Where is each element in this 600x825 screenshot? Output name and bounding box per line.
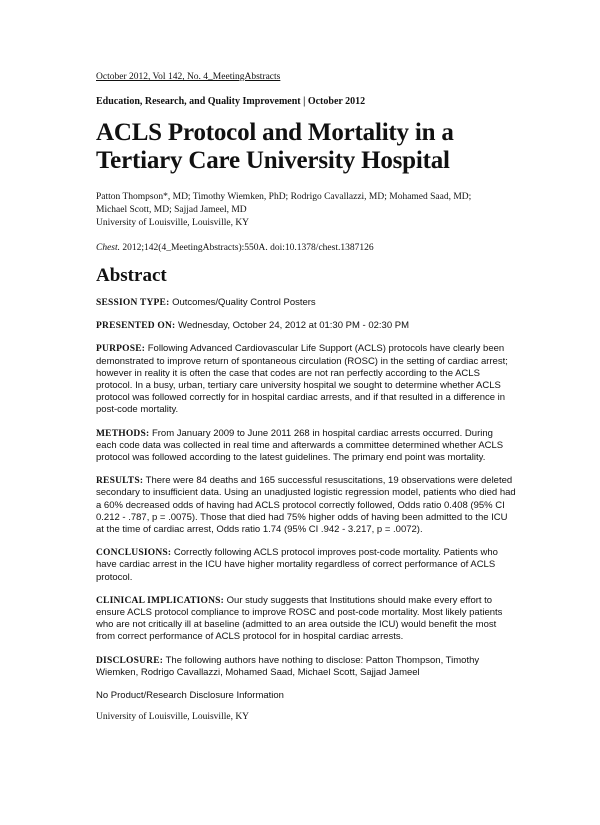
abstract-results	[96, 475, 516, 536]
footer-affiliation: University of Louisville, Louisville, KY	[96, 712, 250, 723]
section-label: METHODS:	[96, 428, 150, 439]
authors-line-2: Michael Scott, MD; Sajjad Jameel, MD	[96, 205, 247, 215]
abstract-heading: Abstract	[96, 265, 167, 286]
section-label: PURPOSE:	[96, 344, 146, 355]
section-text: Our study suggests that Institutions should make every effort to ensure ACLS protocol compliance to improve ROSC and post-code mortality. Most likely patients who are not critically ill at baseline (admitted to an area outside the ICU) would benefit the most from correct performance of ACLS protocol for in hospital cardiac arrests.	[96, 594, 503, 643]
section-text: The following authors have nothing to disclose: Patton Thompson, Timothy Wiemken, Rodrigo Cavallazzi, Mohamed Saad, Michael Scott, Sajjad Jameel	[96, 654, 480, 678]
section-text: There were 84 deaths and 165 successful resuscitations, 19 observations were deleted secondary to insufficient data. Using an unadjusted logistic regression model, patients who died had a 60% decreased odds of having had ACLS protocol correctly followed, Odds ratio 0.408 (95% CI 0.212 - .787, p = .0075). Those that died had 75% higher odds of having been admitted to the ICU at the time of cardiac arrest, Odds ratio 1.74 (95% CI .942 - 3.217, p = .0072).	[96, 475, 516, 536]
section-label: PRESENTED ON:	[96, 321, 176, 332]
abstract-conclusions	[96, 547, 516, 584]
section-label: DISCLOSURE:	[96, 655, 164, 666]
authors-line-1: Patton Thompson*, MD; Timothy Wiemken, PhD; Rodrigo Cavallazzi, MD; Mohamed Saad, MD;	[96, 192, 472, 202]
journal-name: Chest.	[96, 243, 121, 253]
section-text: From January 2009 to June 2011 268 in hospital cardiac arrests occurred. During each code data was collected in real time and afterwards a committee determined whether ACLS protocol was followed according to the latest guidelines. The primary end point was mortality.	[96, 427, 504, 464]
section-label: CLINICAL IMPLICATIONS:	[96, 595, 225, 606]
section-text: Outcomes/Quality Control Posters	[169, 297, 316, 308]
article-title: ACLS Protocol and Mortality in a Tertiary Care University Hospital	[96, 119, 454, 174]
section-text: Correctly following ACLS protocol improves post-code mortality. Patients who have cardiac arrest in the ICU have higher mortality regardless of correct performance of ACLS protocol.	[96, 547, 498, 583]
doi-citation	[96, 243, 516, 253]
abstract-methods	[96, 428, 516, 465]
article-page	[96, 72, 516, 722]
abstract-session-type	[96, 297, 516, 309]
abstract-disclosure	[96, 655, 516, 679]
section-header	[96, 96, 516, 107]
section-label: RESULTS:	[96, 476, 144, 487]
abstract-purpose	[96, 343, 516, 416]
section-separator: |	[300, 96, 308, 107]
section-label: CONCLUSIONS:	[96, 548, 172, 559]
product-disclosure: No Product/Research Disclosure Information	[96, 690, 284, 702]
abstract-presented-on	[96, 320, 516, 332]
section-text: Following Advanced Cardiovascular Life Support (ACLS) protocols have clearly been demonstrated to improve return of spontaneous circulation (ROSC) in the setting of cardiac arrest; however in reality it is often the case that codes are not ran perfectly according to the ACLS protocol. In a busy, urban, tertiary care university hospital we sought to determine whether ACLS protocol was followed correctly for in hospital cardiac arrests, and if that resulted in a difference in post-code mortality.	[96, 343, 508, 416]
journal-citation-link[interactable]: October 2012, Vol 142, No. 4_MeetingAbstracts	[96, 72, 281, 82]
doi-text: 2012;142(4_MeetingAbstracts):550A. doi:10.1378/chest.1387126	[120, 243, 374, 253]
section-name: Education, Research, and Quality Improvement	[96, 96, 301, 107]
abstract-clinical-implications	[96, 595, 516, 644]
section-text: Wednesday, October 24, 2012 at 01:30 PM - 02:30 PM	[175, 320, 409, 332]
author-affiliation: University of Louisville, Louisville, KY	[96, 218, 250, 228]
issue-date: October 2012	[307, 96, 366, 107]
section-label: SESSION TYPE:	[96, 298, 170, 308]
